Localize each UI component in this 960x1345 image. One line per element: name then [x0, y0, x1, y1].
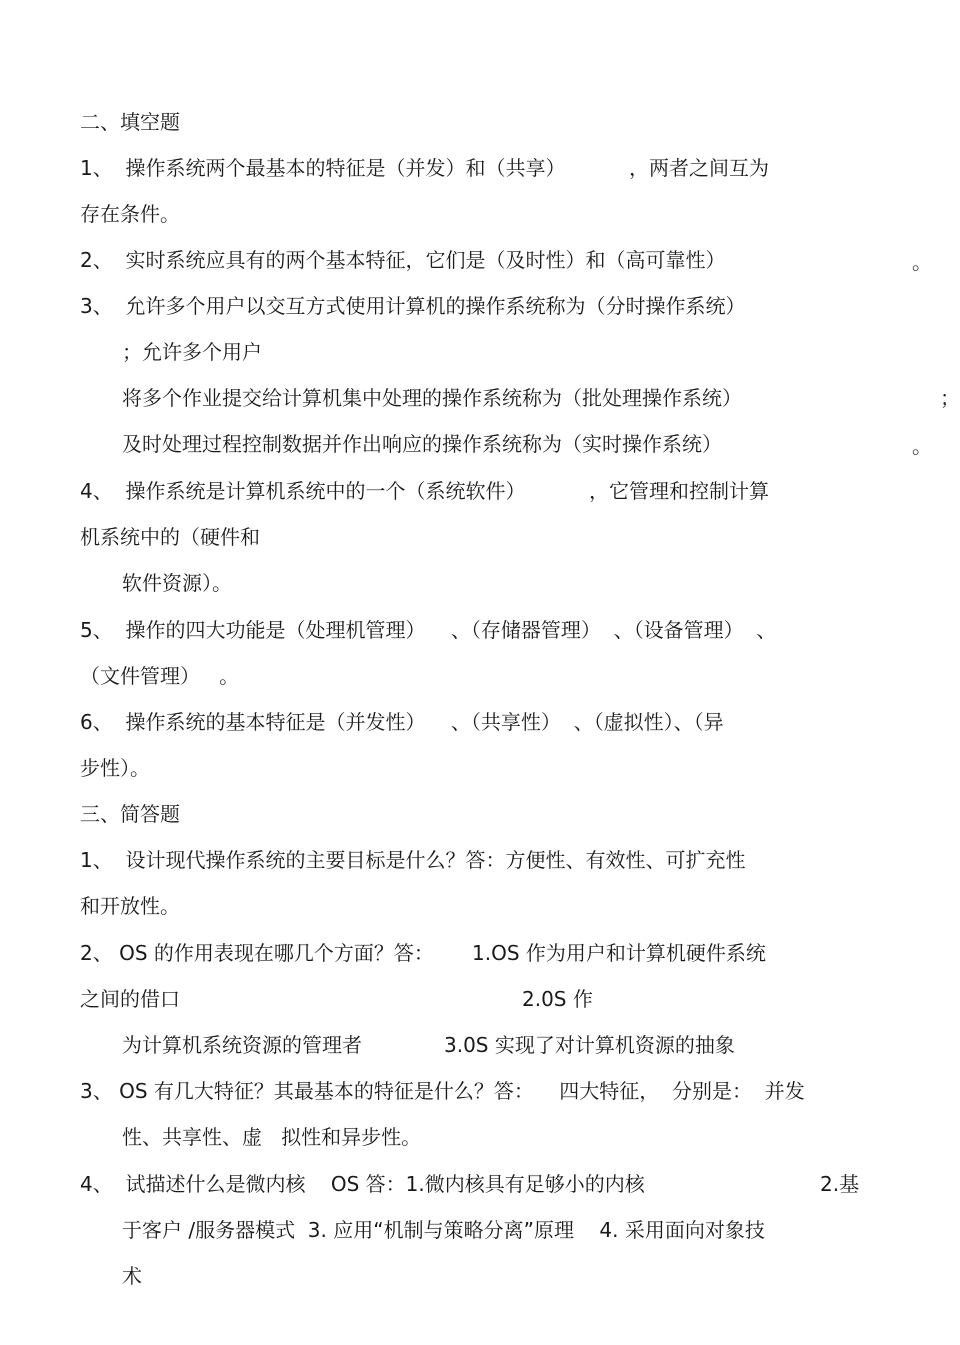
question-3-line-2: ；允许多个用户 [122, 340, 262, 364]
question-3-line-3-end-mark: ； [940, 386, 960, 410]
question-3-line-3: 将多个作业提交给计算机集中处理的操作系统称为（批处理操作系统） [122, 386, 742, 410]
answer-2-line-1: 2、 OS 的作用表现在哪几个方面？答： 1.OS 作为用户和计算机硬件系统 [80, 941, 766, 965]
section-heading-short-answer: 三、简答题 [80, 802, 180, 826]
answer-2-line-2-right: 2.0S 作 [522, 987, 593, 1011]
answer-2-line-3-right: 3.0S 实现了对计算机资源的抽象 [444, 1033, 735, 1057]
answer-1-line-1: 1、 设计现代操作系统的主要目标是什么？答：方便性、有效性、可扩充性 [80, 848, 746, 872]
question-4-line-2: 机系统中的（硬件和 [80, 525, 260, 549]
answer-4-line-1: 4、 试描述什么是微内核 OS 答：1.微内核具有足够小的内核 [80, 1172, 645, 1196]
question-3-line-1: 3、 允许多个用户以交互方式使用计算机的操作系统称为（分时操作系统） [80, 294, 746, 318]
answer-3-line-2: 性、共享性、虚 拟性和异步性。 [122, 1125, 422, 1149]
answer-2-line-2: 之间的借口 [80, 987, 180, 1011]
question-4-line-3: 软件资源）。 [122, 571, 232, 595]
answer-4-line-3: 术 [122, 1264, 142, 1288]
question-6-line-2: 步性）。 [80, 756, 150, 780]
question-3-end-mark: 。 [912, 434, 932, 458]
answer-2-line-3: 为计算机系统资源的管理者 [122, 1033, 362, 1057]
question-4-line-1: 4、 操作系统是计算机系统中的一个（系统软件） ，它管理和控制计算 [80, 479, 770, 503]
answer-3-line-1: 3、 OS 有几大特征？其最基本的特征是什么？答： 四大特征， 分别是： 并发 [80, 1079, 805, 1103]
question-2-line-1: 2、 实时系统应具有的两个基本特征，它们是（及时性）和（高可靠性） [80, 248, 726, 272]
question-2-end-mark: 。 [912, 250, 932, 274]
question-3-line-4: 及时处理过程控制数据并作出响应的操作系统称为（实时操作系统） [122, 432, 722, 456]
question-1-line-1: 1、 操作系统两个最基本的特征是（并发）和（共享） ，两者之间互为 [80, 156, 770, 180]
question-6-line-1: 6、 操作系统的基本特征是（并发性） 、（共享性） 、（虚拟性）、（异 [80, 710, 724, 734]
question-5-line-2: （文件管理） 。 [80, 664, 240, 688]
question-5-line-1: 5、 操作的四大功能是（处理机管理） 、（存储器管理） 、（设备管理） 、 [80, 618, 777, 642]
answer-1-line-2: 和开放性。 [80, 894, 180, 918]
answer-4-line-2: 于客户 /服务器模式 3. 应用“机制与策略分离”原理 4. 采用面向对象技 [122, 1218, 765, 1242]
answer-4-line-1-right: 2.基 [820, 1172, 860, 1196]
question-1-line-2: 存在条件。 [80, 202, 180, 226]
section-heading-fill-in-blank: 二、填空题 [80, 110, 180, 134]
